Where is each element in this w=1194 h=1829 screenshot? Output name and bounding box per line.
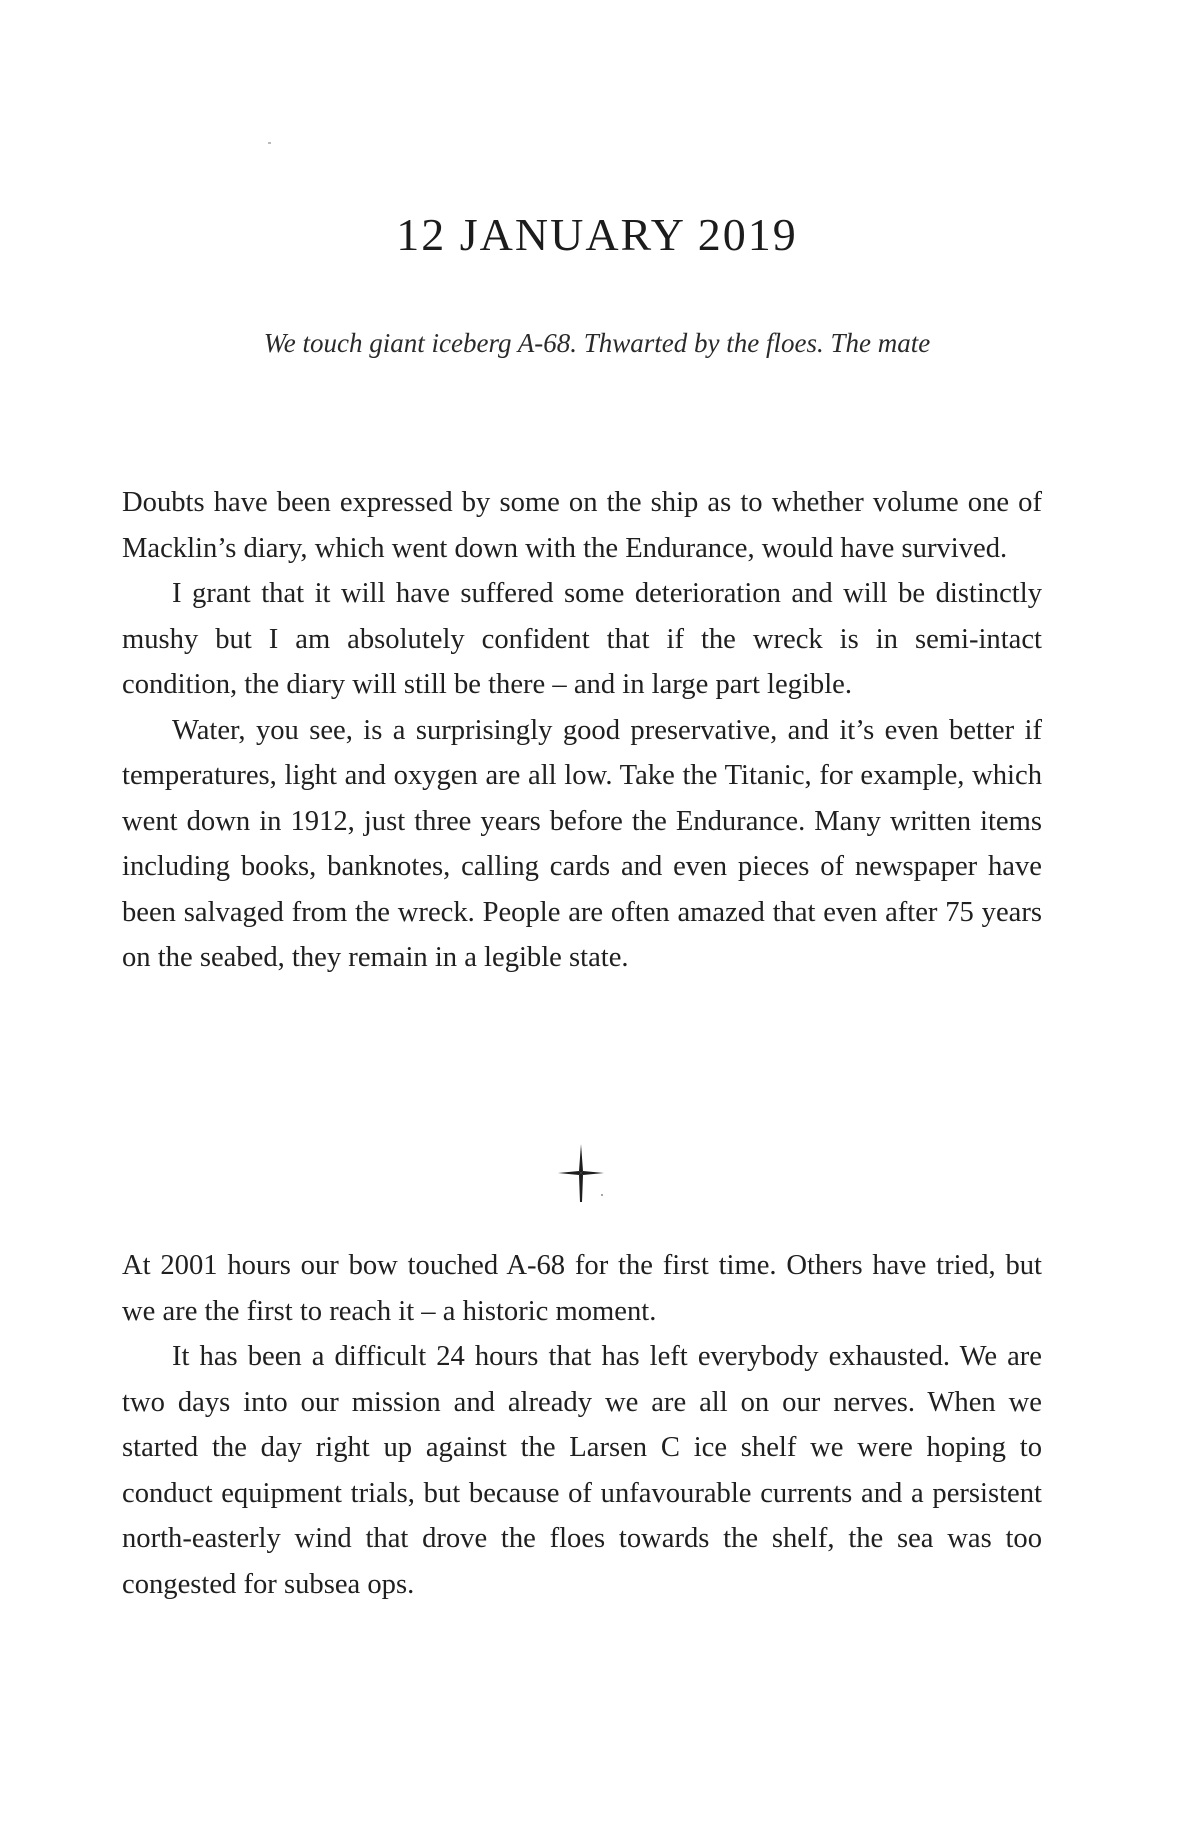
section-one xyxy=(122,480,1042,981)
compass-star-icon xyxy=(556,1140,606,1206)
paragraph: At 2001 hours our bow touched A-68 for the first time. Others have tried, but we are the first to reach it – a historic moment. xyxy=(122,1250,1042,1327)
paper-speck xyxy=(268,142,271,144)
paragraph: I grant that it will have suffered some deterioration and will be distinctly mushy but I am absolutely confident that if the wreck is in semi-intact condition, the diary will still be there – and in large part legible. xyxy=(122,578,1042,700)
paragraph: Doubts have been expressed by some on the ship as to whether volume one of Macklin’s diary, which went down with the Endurance, would have survived. xyxy=(122,487,1042,564)
paragraph: It has been a difficult 24 hours that has left everybody exhausted. We are two days into our mission and already we are all on our nerves. When we started the day right up against the Larsen C ice shelf we were hoping to conduct equipment trials, but because of unfavourable currents and a persistent north-easterly wind that drove the floes towards the shelf, the sea was too congested for subsea ops. xyxy=(122,1341,1042,1600)
section-two xyxy=(122,1243,1042,1607)
chapter-epigraph: We touch giant iceberg A-68. Thwarted by the floes. The mate xyxy=(263,328,931,358)
chapter-title: 12 JANUARY 2019 xyxy=(396,209,798,260)
paragraph: Water, you see, is a surprisingly good preservative, and it’s even better if temperatures, light and oxygen are all low. Take the Titanic, for example, which went down in 1912, just three years before the Endurance. Many written items including books, banknotes, calling cards and even pieces of newspaper have been salvaged from the wreck. People are often amazed that even after 75 years on the seabed, they remain in a legible state. xyxy=(122,714,1042,973)
